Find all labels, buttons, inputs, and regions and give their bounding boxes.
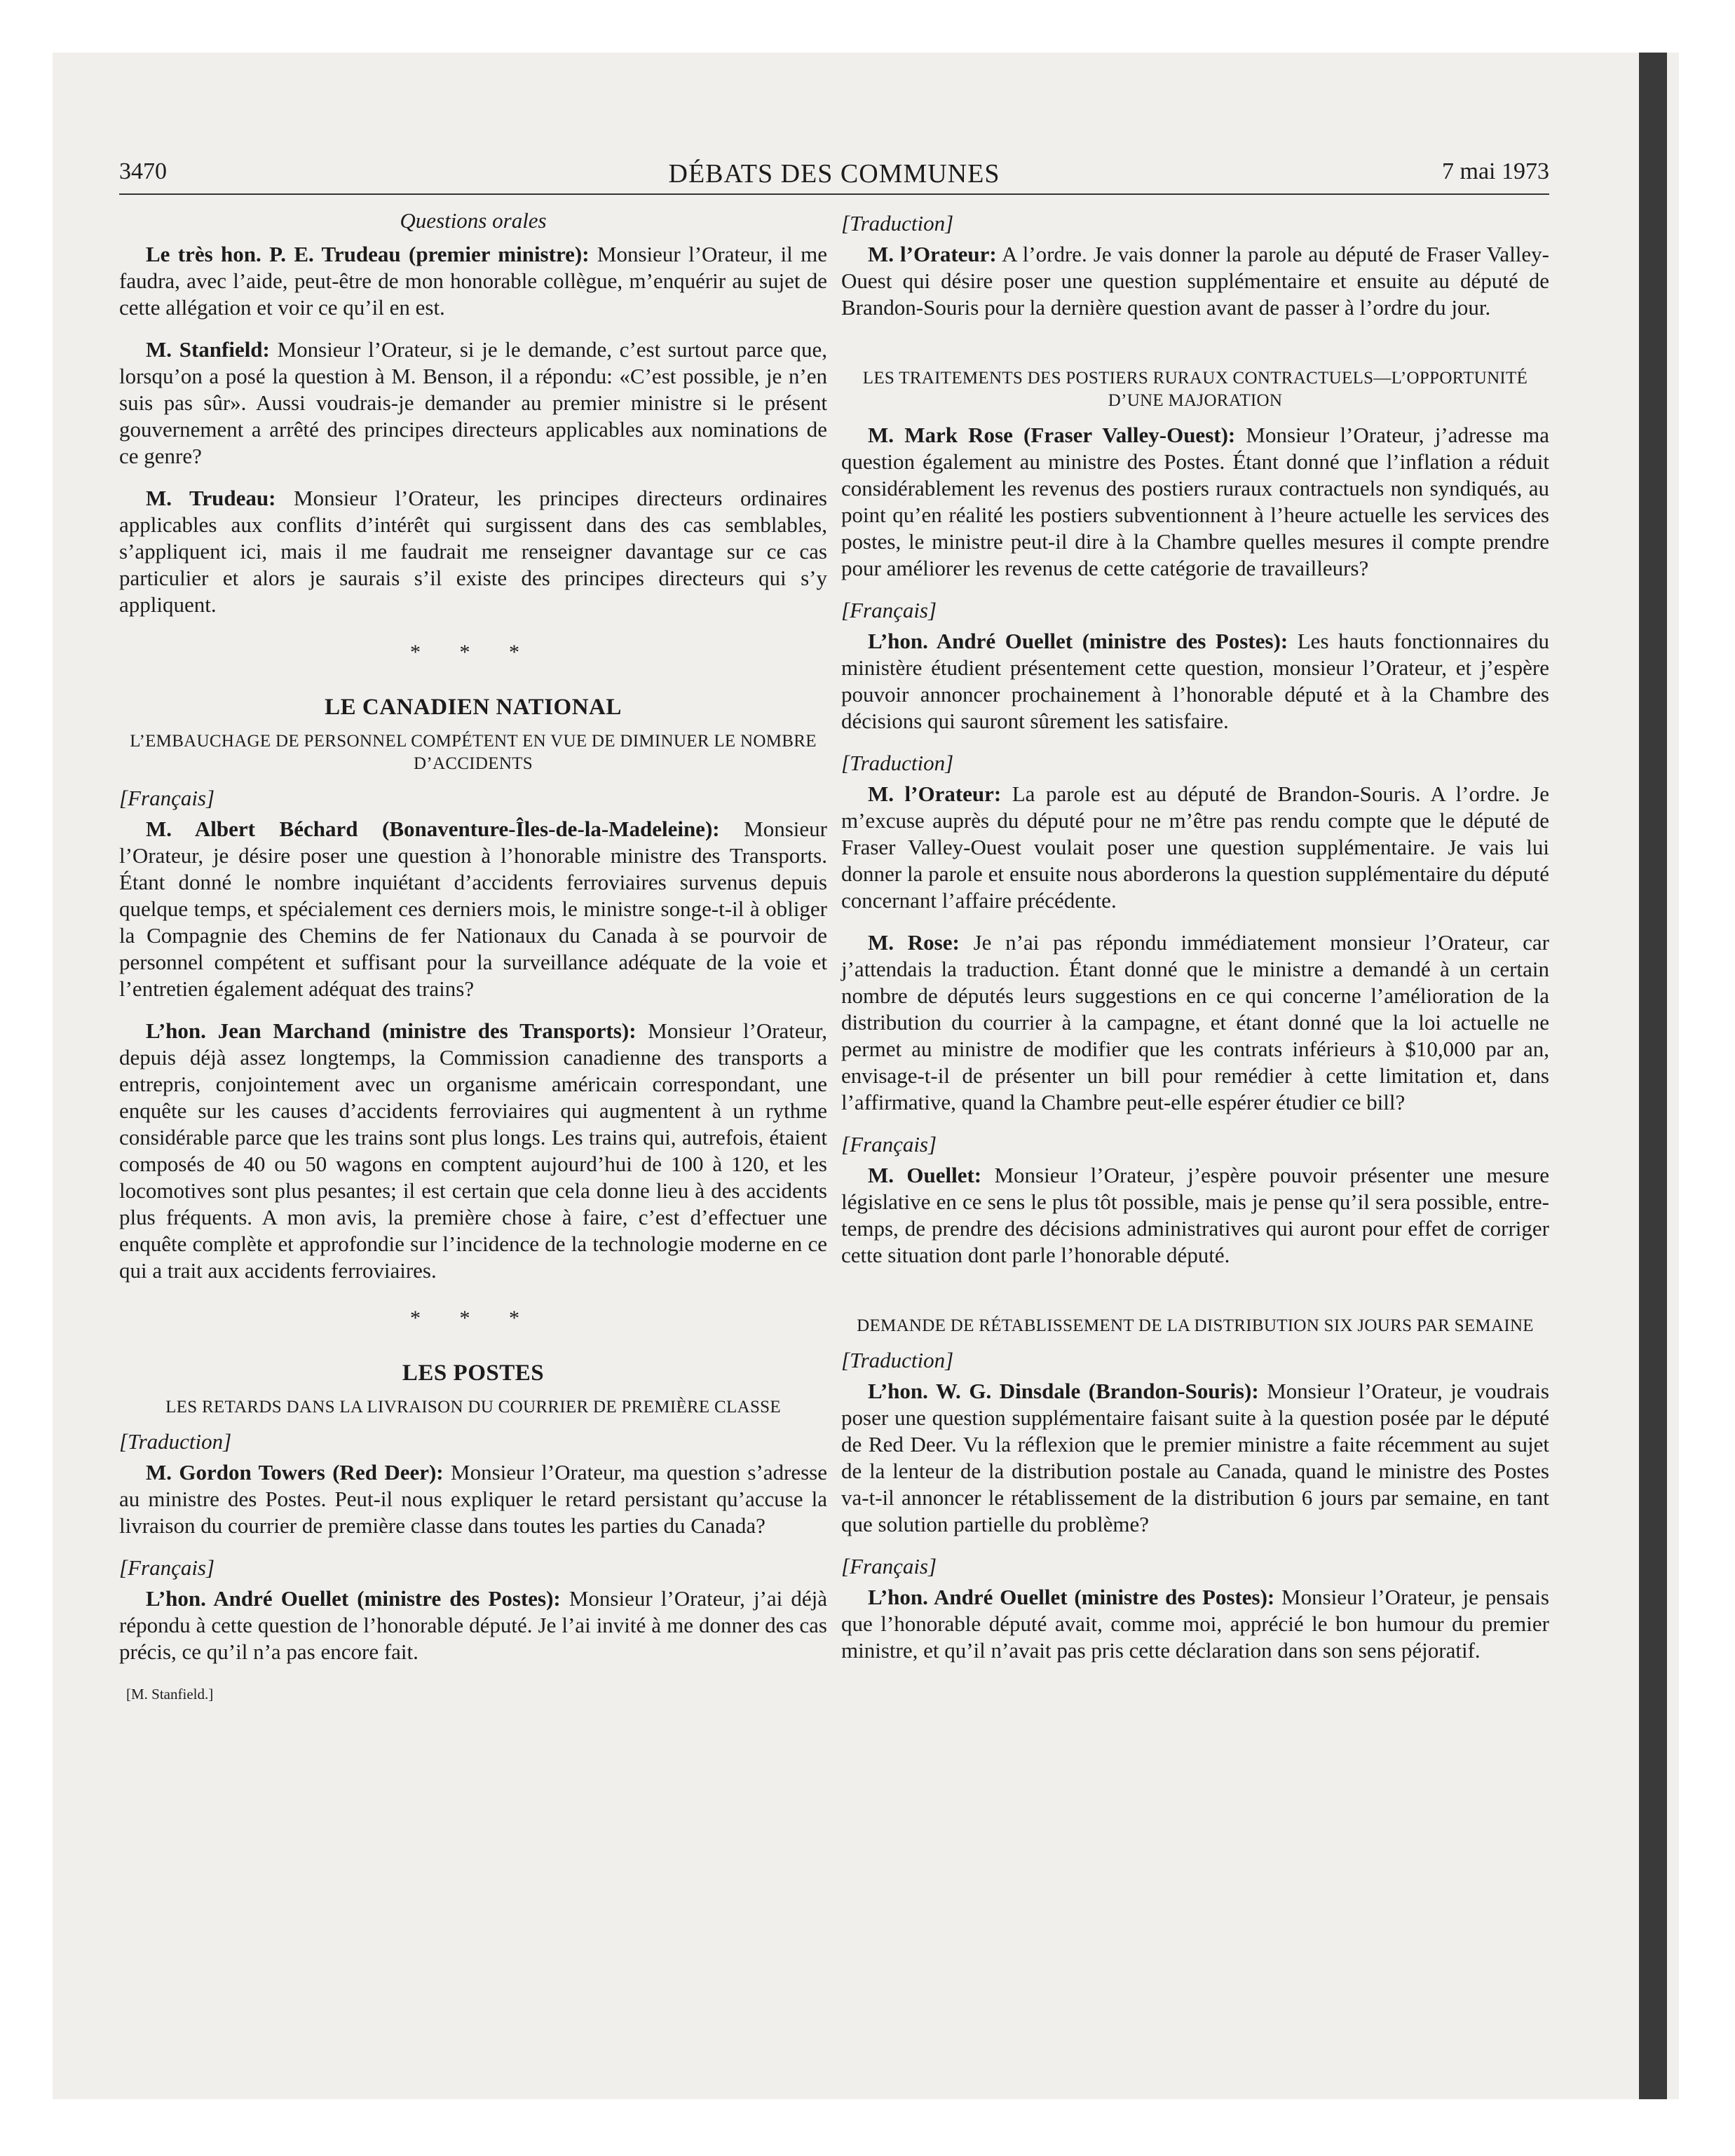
speaker-name: M. Ouellet: — [868, 1163, 982, 1187]
footnote-speaker-ref: [M. Stanfield.] — [126, 1686, 214, 1703]
speech-text: La parole est au député de Brandon-Souris. A l’ordre. Je m’excuse auprès du député pour ne m’être pas rendu compte que le député de Fraser Valley-Ouest voulait poser une question supplémentaire. Je vais lui donner la parole et ensuite nous aborderons la question supplémentaire du député concernant l’affaire précédente. — [841, 782, 1549, 913]
speaker-name: L’hon. André Ouellet (ministre des Postes): — [146, 1586, 561, 1611]
left-column — [119, 207, 827, 1707]
speech-text: Monsieur l’Orateur, je pensais que l’honorable député avait, comme moi, apprécié le bon humour du premier ministre, et qu’il n’avait pas pris cette déclaration dans son sens péjoratif. — [841, 1585, 1549, 1663]
section-subtitle: LES RETARDS DANS LA LIVRAISON DU COURRIER DE PREMIÈRE CLASSE — [165, 1398, 781, 1417]
speaker-name: M. Gordon Towers (Red Deer): — [146, 1460, 444, 1485]
publication-title: DÉBATS DES COMMUNES — [668, 159, 1000, 189]
spacer — [841, 1284, 1549, 1315]
speech-text: A l’ordre. Je vais donner la parole au député de Fraser Valley-Ouest qui désire poser une question supplémentaire et ensuite au député de Brandon-Souris pour la dernière question avant de passer à l’ordre du jour. — [841, 242, 1549, 320]
language-tag: [Français] — [841, 1132, 937, 1157]
paragraph — [119, 1459, 827, 1539]
speaker-name: M. Stanfield: — [146, 337, 270, 362]
paragraph — [841, 1162, 1549, 1269]
speaker-name: M. Trudeau: — [146, 486, 276, 510]
language-tag: [Traduction] — [119, 1429, 232, 1454]
paragraph — [119, 1585, 827, 1665]
language-tag: [Français] — [841, 1554, 937, 1578]
section-title: LE CANADIEN NATIONAL — [325, 695, 622, 720]
section-subtitle: L’EMBAUCHAGE DE PERSONNEL COMPÉTENT EN VUE DE DIMINUER LE NOMBRE D’ACCIDENTS — [130, 732, 817, 773]
rubric: Questions orales — [400, 208, 547, 233]
speech-text: Monsieur l’Orateur, depuis déjà assez longtemps, la Commission canadienne des transports a entrepris, conjointement avec un organisme américain correspondant, une enquête sur les causes d’accidents ferroviaires qui augmentent à un rythme considérable parce que les trains sont plus longs. Les trains qui, autrefois, étaient composés de 40 ou 50 wagons en comptent aujourd’hui de 100 à 120, et les locomotives sont plus pesantes; il est certain que cela donne lieu à des accidents plus fréquents. A mon avis, la première chose à faire, c’est d’effectuer une enquête complète et approfondie sur l’incidence de la technologie moderne en ce qui a trait aux accidents ferroviaires. — [119, 1018, 827, 1283]
speech-text: Monsieur l’Orateur, les principes directeurs ordinaires applicables aux conflits d’intérêt qui surgissent dans des cas semblables, s’appliquent ici, mais il me faudrait me renseigner davantage sur ce cas particulier et alors je saurais s’il existe des principes directeurs qui s’y appliquent. — [119, 486, 827, 617]
speaker-name: M. Albert Béchard (Bonaventure-Îles-de-la-Madeleine): — [146, 817, 720, 841]
speech-text: Monsieur l’Orateur, je désire poser une question à l’honorable ministre des Transports. Étant donné le nombre inquiétant d’accidents ferroviaires survenus depuis quelque temps, et spécialement ces derniers mois, le ministre songe-t-il à obliger la Compagnie des Chemins de fer Nationaux du Canada à se pourvoir de personnel compétent et suffisant pour la surveillance adéquate de la voie et l’entretien également adéquat des trains? — [119, 817, 827, 1001]
page-number: 3470 — [119, 158, 167, 184]
speech-text: Monsieur l’Orateur, j’ai déjà répondu à cette question de l’honorable député. Je l’ai invité à me donner des cas précis, ce qu’il n’a pas encore fait. — [119, 1586, 827, 1664]
paragraph — [841, 1584, 1549, 1664]
speaker-name: M. l’Orateur: — [868, 782, 1002, 806]
section-subtitle: DEMANDE DE RÉTABLISSEMENT DE LA DISTRIBUTION SIX JOURS PAR SEMAINE — [857, 1316, 1534, 1335]
paragraph — [841, 929, 1549, 1116]
speech-text: Je n’ai pas répondu immédiatement monsieur l’Orateur, car j’attendais la traduction. Étant donné que le ministre a demandé à un certain nombre de députés leurs suggestions en ce qui concerne l’amélioration de la distribution du courrier à la campagne, et étant donné que la loi actuelle ne permet au ministre de modifier que les contrats inférieurs à $10,000 par an, envisage-t-il de présenter un bill pour remédier à cette limitation et, dans l’affirmative, quand la Chambre peut-elle espérer étudier ce bill? — [841, 930, 1549, 1114]
section-subtitle: LES TRAITEMENTS DES POSTIERS RURAUX CONTRACTUELS—L’OPPORTUNITÉ D’UNE MAJORATION — [862, 369, 1528, 410]
section-separator: * * * — [410, 641, 536, 664]
page-date: 7 mai 1973 — [1442, 158, 1549, 184]
speech-text: Monsieur l’Orateur, j’adresse ma question également au ministre des Postes. Étant donné que l’inflation a réduit considérablement les revenus des postiers ruraux contractuels non syndiqués, au point qu’en réalité les postiers subventionnent à l’heure actuelle les services des postes, le ministre peut-il dire à la Chambre quelles mesures il compte prendre pour améliorer les revenus de cette catégorie de travailleurs? — [841, 423, 1549, 580]
paragraph — [119, 241, 827, 321]
speaker-name: L’hon. W. G. Dinsdale (Brandon-Souris): — [868, 1379, 1259, 1403]
speaker-name: L’hon. André Ouellet (ministre des Postes): — [868, 1585, 1275, 1609]
paragraph — [119, 485, 827, 618]
right-column — [841, 207, 1549, 1679]
language-tag: [Français] — [119, 786, 215, 810]
paragraph — [841, 628, 1549, 735]
speaker-name: M. l’Orateur: — [868, 242, 997, 266]
speech-text: Monsieur l’Orateur, ma question s’adresse au ministre des Postes. Peut-il nous expliquer le retard persistant qu’accuse la livraison du courrier de première classe dans toutes les parties du Canada? — [119, 1460, 827, 1538]
speech-text: Les hauts fonctionnaires du ministère étudient présentement cette question, monsieur l’Orateur, et j’espère pouvoir annoncer prochainement à l’honorable député et à la Chambre des décisions qui sauront sûrement les satisfaire. — [841, 629, 1549, 733]
paragraph — [841, 241, 1549, 321]
speaker-name: M. Rose: — [868, 930, 960, 955]
language-tag: [Traduction] — [841, 211, 954, 236]
speech-text: Monsieur l’Orateur, je voudrais poser une question supplémentaire faisant suite à la question posée par le député de Red Deer. Vu la réflexion que le premier ministre a faite récemment au sujet de la lenteur de la distribution postale au Canada, quand le ministre des Postes va-t-il annoncer le rétablissement de la distribution 6 jours par semaine, en tant que solution partielle du problème? — [841, 1379, 1549, 1536]
section-separator: * * * — [410, 1306, 536, 1330]
speech-text: Monsieur l’Orateur, si je le demande, c’est surtout parce que, lorsqu’on a posé la question à M. Benson, il a répondu: «C’est possible, je n’en suis pas sûr». Aussi voudrais-je demander au premier ministre si le présent gouvernement a arrêté des principes directeurs applicables aux nominations de ce genre? — [119, 337, 827, 468]
language-tag: [Français] — [841, 598, 937, 622]
language-tag: [Français] — [119, 1555, 215, 1580]
speaker-name: M. Mark Rose (Fraser Valley-Ouest): — [868, 423, 1236, 447]
spacer — [841, 336, 1549, 367]
paragraph — [119, 1018, 827, 1284]
paragraph — [119, 336, 827, 470]
section-title: LES POSTES — [402, 1360, 545, 1386]
scan-edge-shadow — [1639, 53, 1667, 2099]
paragraph — [841, 422, 1549, 582]
speech-text: Monsieur l’Orateur, j’espère pouvoir présenter une mesure législative en ce sens le plus tôt possible, mais je pense qu’il sera possible, entre-temps, de prendre des décisions administratives qui auront pour effet de corriger cette situation dont parle l’honorable député. — [841, 1163, 1549, 1267]
page-header — [119, 158, 1549, 195]
speaker-name: L’hon. André Ouellet (ministre des Postes): — [868, 629, 1288, 653]
paragraph — [841, 1378, 1549, 1538]
speaker-name: Le très hon. P. E. Trudeau (premier ministre): — [146, 242, 590, 266]
language-tag: [Traduction] — [841, 751, 954, 775]
speech-text: Monsieur l’Orateur, il me faudra, avec l’aide, peut-être de mon honorable collègue, m’enquérir au sujet de cette allégation et voir ce qu’il en est. — [119, 242, 827, 320]
paragraph — [119, 816, 827, 1002]
paragraph — [841, 781, 1549, 914]
language-tag: [Traduction] — [841, 1348, 954, 1372]
speaker-name: L’hon. Jean Marchand (ministre des Transports): — [146, 1018, 637, 1043]
